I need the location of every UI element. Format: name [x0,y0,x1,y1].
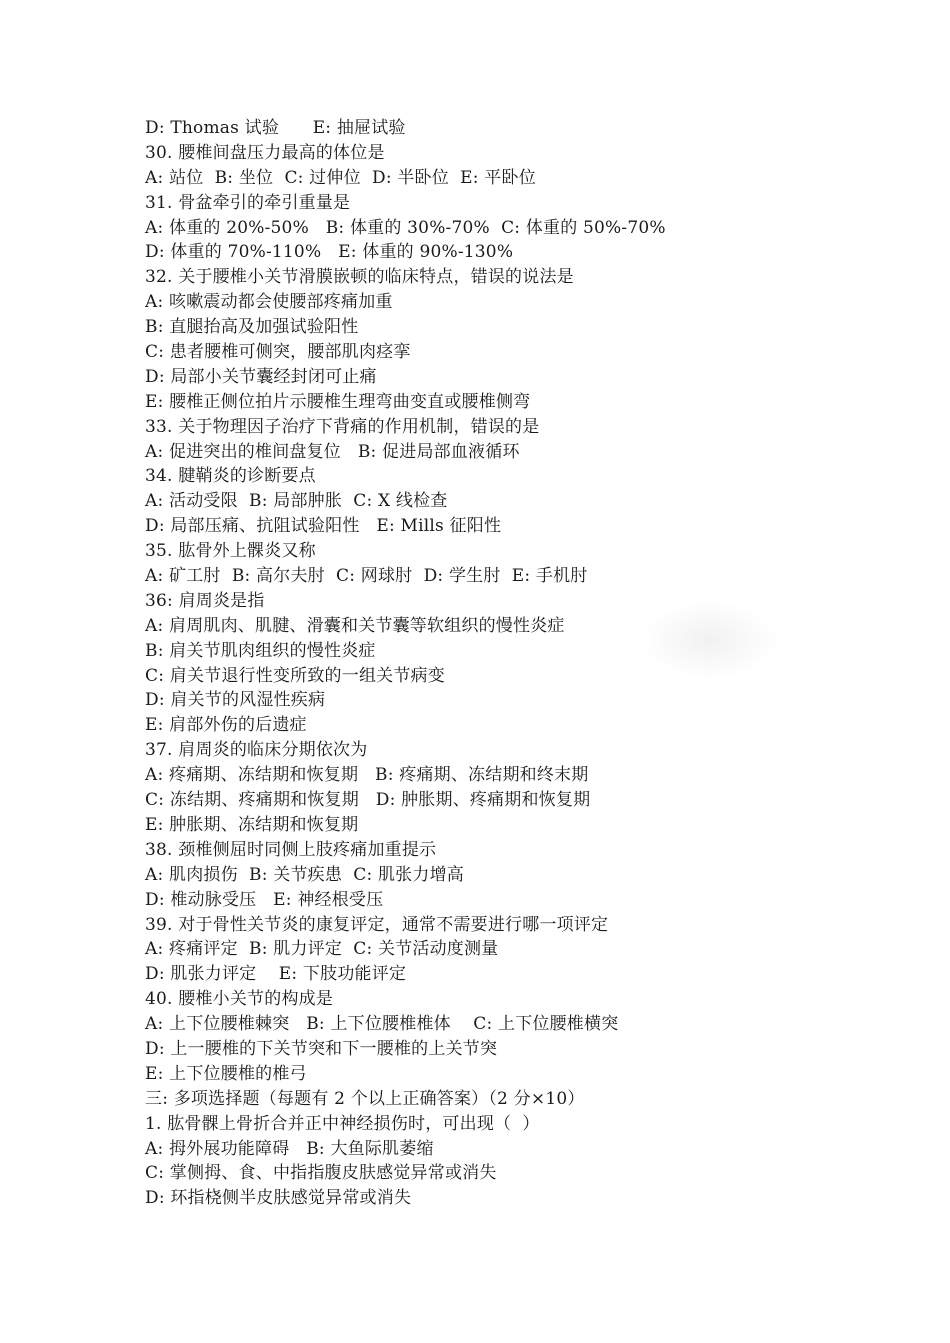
option-40-d: D: 上一腰椎的下关节突和下一腰椎的上关节突 [145,1038,498,1059]
option-32-b: B: 直腿抬高及加强试验阳性 [145,317,359,338]
options-40-line1: A: 上下位腰椎棘突 B: 上下位腰椎椎体 C: 上下位腰椎横突 [145,1014,619,1035]
options-37-line1: A: 疼痛期、冻结期和恢复期 B: 疼痛期、冻结期和终末期 [145,765,589,786]
text-line: D: Thomas 试验 E: 抽屉试验 [145,118,406,138]
question-32: 32. 关于腰椎小关节滑膜嵌顿的临床特点，错误的说法是 [145,267,574,288]
options-39-line2: D: 肌张力评定 E: 下肢功能评定 [145,964,407,985]
question-35: 35. 肱骨外上髁炎又称 [145,541,316,562]
mc-question-1: 1. 肱骨髁上骨折合并正中神经损伤时，可出现（ ） [145,1113,540,1134]
question-30: 30. 腰椎间盘压力最高的体位是 [145,142,385,163]
option-32-e: E: 腰椎正侧位拍片示腰椎生理弯曲变直或腰椎侧弯 [145,391,531,412]
options-31-line2: D: 体重的 70%-110% E: 体重的 90%-130% [145,242,514,263]
option-32-c: C: 患者腰椎可侧突，腰部肌肉痉挛 [145,342,411,363]
option-36-a: A: 肩周肌肉、肌腱、滑囊和关节囊等软组织的慢性炎症 [145,615,565,636]
question-38: 38. 颈椎侧屈时同侧上肢疼痛加重提示 [145,839,437,860]
options-38-line1: A: 肌肉损伤 B: 关节疾患 C: 肌张力增高 [145,864,464,885]
option-40-e: E: 上下位腰椎的椎弓 [145,1063,307,1084]
question-37: 37. 肩周炎的临床分期依次为 [145,740,368,761]
question-34: 34. 腱鞘炎的诊断要点 [145,466,316,487]
question-36: 36: 肩周炎是指 [145,590,265,611]
option-36-e: E: 肩部外伤的后遗症 [145,715,307,736]
options-38-line2: D: 椎动脉受压 E: 神经根受压 [145,889,384,910]
option-36-c: C: 肩关节退行性变所致的一组关节病变 [145,665,445,686]
options-37-line2: C: 冻结期、疼痛期和恢复期 D: 肿胀期、疼痛期和恢复期 [145,790,591,811]
options-31-line1: A: 体重的 20%-50% B: 体重的 30%-70% C: 体重的 50%-70% [145,217,666,238]
option-36-b: B: 肩关节肌肉组织的慢性炎症 [145,640,376,661]
options-35: A: 矿工肘 B: 高尔夫肘 C: 网球肘 D: 学生肘 E: 手机肘 [145,566,588,587]
option-32-a: A: 咳嗽震动都会使腰部疼痛加重 [145,292,393,313]
question-39: 39. 对于骨性关节炎的康复评定，通常不需要进行哪一项评定 [145,914,609,935]
options-30: A: 站位 B: 坐位 C: 过伸位 D: 半卧位 E: 平卧位 [145,167,536,188]
options-33: A: 促进突出的椎间盘复位 B: 促进局部血液循环 [145,441,520,462]
mc-option-1-c: C: 掌侧拇、食、中指指腹皮肤感觉异常或消失 [145,1163,497,1184]
question-31: 31. 骨盆牵引的牵引重量是 [145,192,351,213]
options-34-line2: D: 局部压痛、抗阻试验阳性 E: Mills 征阳性 [145,516,502,537]
options-34-line1: A: 活动受限 B: 局部肿胀 C: X 线检查 [145,491,448,512]
option-32-d: D: 局部小关节囊经封闭可止痛 [145,366,377,387]
question-40: 40. 腰椎小关节的构成是 [145,989,334,1010]
options-37-line3: E: 肿胀期、冻结期和恢复期 [145,814,359,835]
question-33: 33. 关于物理因子治疗下背痛的作用机制，错误的是 [145,416,540,437]
mc-option-1-d: D: 环指桡侧半皮肤感觉异常或消失 [145,1188,412,1209]
option-36-d: D: 肩关节的风湿性疾病 [145,690,326,711]
mc-options-1-line1: A: 拇外展功能障碍 B: 大鱼际肌萎缩 [145,1138,434,1159]
options-39-line1: A: 疼痛评定 B: 肌力评定 C: 关节活动度测量 [145,939,499,960]
document-page [145,116,865,1211]
section-heading-multiple-choice: 三: 多项选择题（每题有 2 个以上正确答案）（2 分×10） [145,1088,585,1109]
